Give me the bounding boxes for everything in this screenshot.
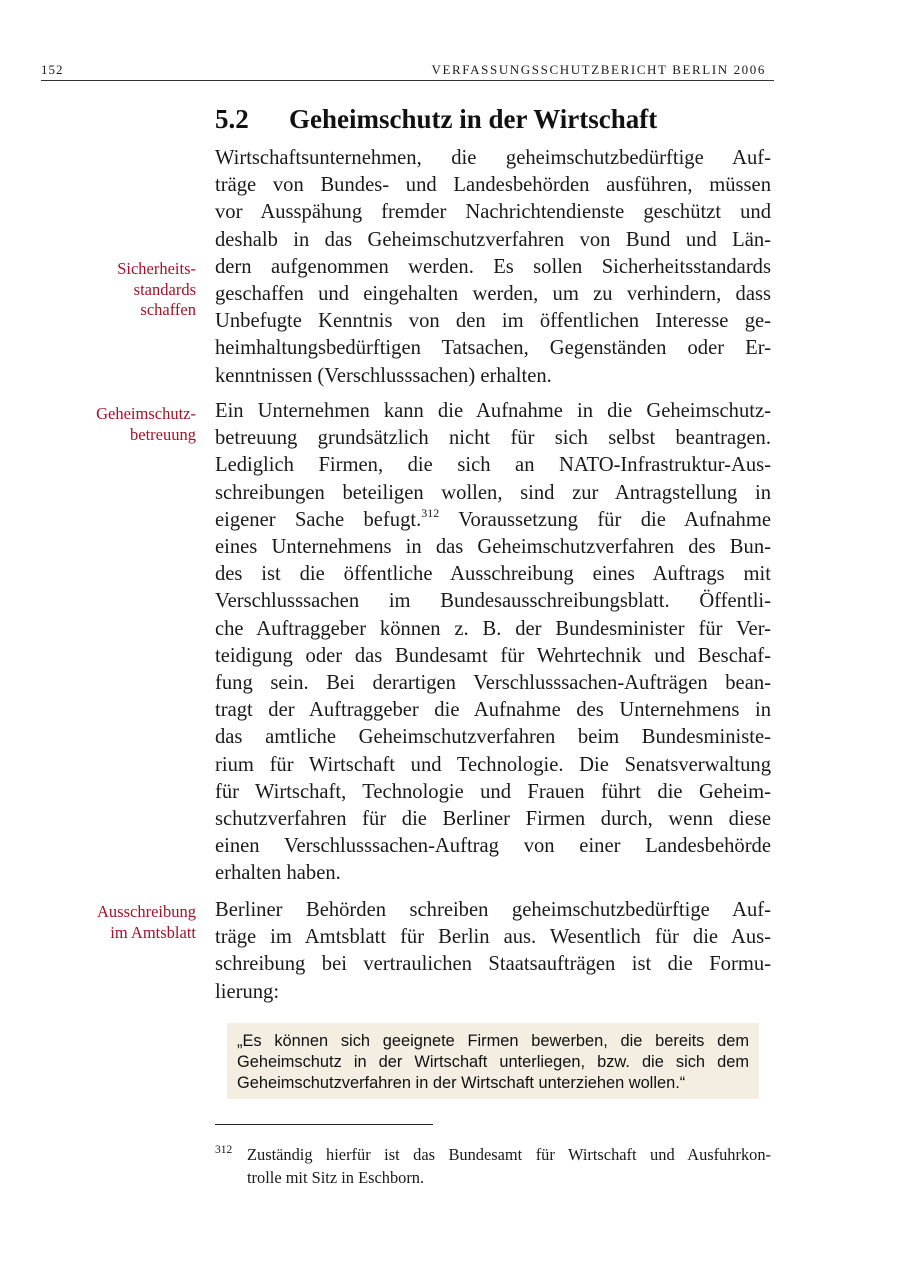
margin-note-geheimschutzbetreuung: Geheimschutz- betreuung [96, 404, 196, 444]
page-header [41, 62, 774, 81]
paragraph-1: Wirtschaftsunternehmen, die geheimschutzbedürftige Auf- träge von Bundes- und Landesbehörden ausführen, müssen vor Ausspähung fremder Nachrichtendienste geschützt und deshalb in das Geheimschutzverfahren von Bund und Län- dern aufgenommen werden. Es sollen Sicherheitsstandards geschaffen und eingehalten werden, um zu verhindern, dass Unbefugte Kenntnis von den im öffentlichen Interesse ge- heimhaltungsbedürftigen Tatsachen, Gegenständen oder Er- kenntnissen (Verschlusssachen) erhalten. [215, 147, 771, 387]
footnote-number: 312 [215, 1144, 233, 1156]
section-title: Geheimschutz in der Wirtschaft [289, 104, 658, 134]
quote-box: „Es können sich geeignete Firmen bewerben, die bereits dem Geheimschutz in der Wirtschaft unterliegen, bzw. die sich dem Geheimschutzverfahren in der Wirtschaft unterziehen wollen.“ [227, 1023, 759, 1099]
section-heading [215, 104, 657, 135]
page-number: 152 [41, 62, 64, 77]
footnote-reference-line: eigener Sache befugt.$^{312}$ Voraussetzung für die Aufnahme [215, 505, 771, 531]
paragraph-2: Ein Unternehmen kann die Aufnahme in die Geheimschutz- betreuung grundsätzlich nicht für sich selbst beantragen. Lediglich Firmen, die sich an NATO-Infrastruktur-Aus- schreibungen beteiligen wollen, sind zur Antragstellung in eigener Sache befugt.$^{312}$ Voraussetzung für die Aufnahme eines Unternehmens in das Geheimschutzverfahren des Bun- des ist die öffentliche Ausschreibung eines Auftrags mit Verschlusssachen im Bundesausschreibungsblatt. Öffentli- che Auftraggeber können z. B. der Bundesminister für Ver- teidigung oder das Bundesamt für Wehrtechnik und Beschaf- fung sein. Bei derartigen Verschlusssachen-Aufträgen bean- tragt der Auftraggeber die Aufnahme des Unternehmens in das amtliche Geheimschutzverfahren beim Bundesministe- rium für Wirtschaft und Technologie. Die Senatsverwaltung für Wirtschaft, Technologie und Frauen führt die Geheim- schutzverfahren für die Berliner Firmen durch, wenn diese einen Verschlusssachen-Auftrag von einer Landesbehörde erhalten haben. [215, 400, 771, 885]
footnote-text: Zuständig hierfür ist das Bundesamt für Wirtschaft und Ausfuhrkon- trolle mit Sitz in Eschborn. [247, 1145, 771, 1187]
running-title: VERFASSUNGSSCHUTZBERICHT BERLIN 2006 [431, 62, 766, 77]
margin-note-sicherheitsstandards: Sicherheits- standards schaffen [117, 259, 196, 319]
section-number: 5.2 [215, 104, 249, 134]
footnote-divider [215, 1124, 433, 1125]
margin-note-ausschreibung: Ausschreibung im Amtsblatt [97, 902, 196, 942]
paragraph-3: Berliner Behörden schreiben geheimschutzbedürftige Auf- träge im Amtsblatt für Berlin aus. Wesentlich für die Aus- schreibung bei vertraulichen Staatsaufträgen ist die Formu- lierung: [215, 899, 771, 1003]
footnote-reference: 312 [421, 505, 440, 520]
